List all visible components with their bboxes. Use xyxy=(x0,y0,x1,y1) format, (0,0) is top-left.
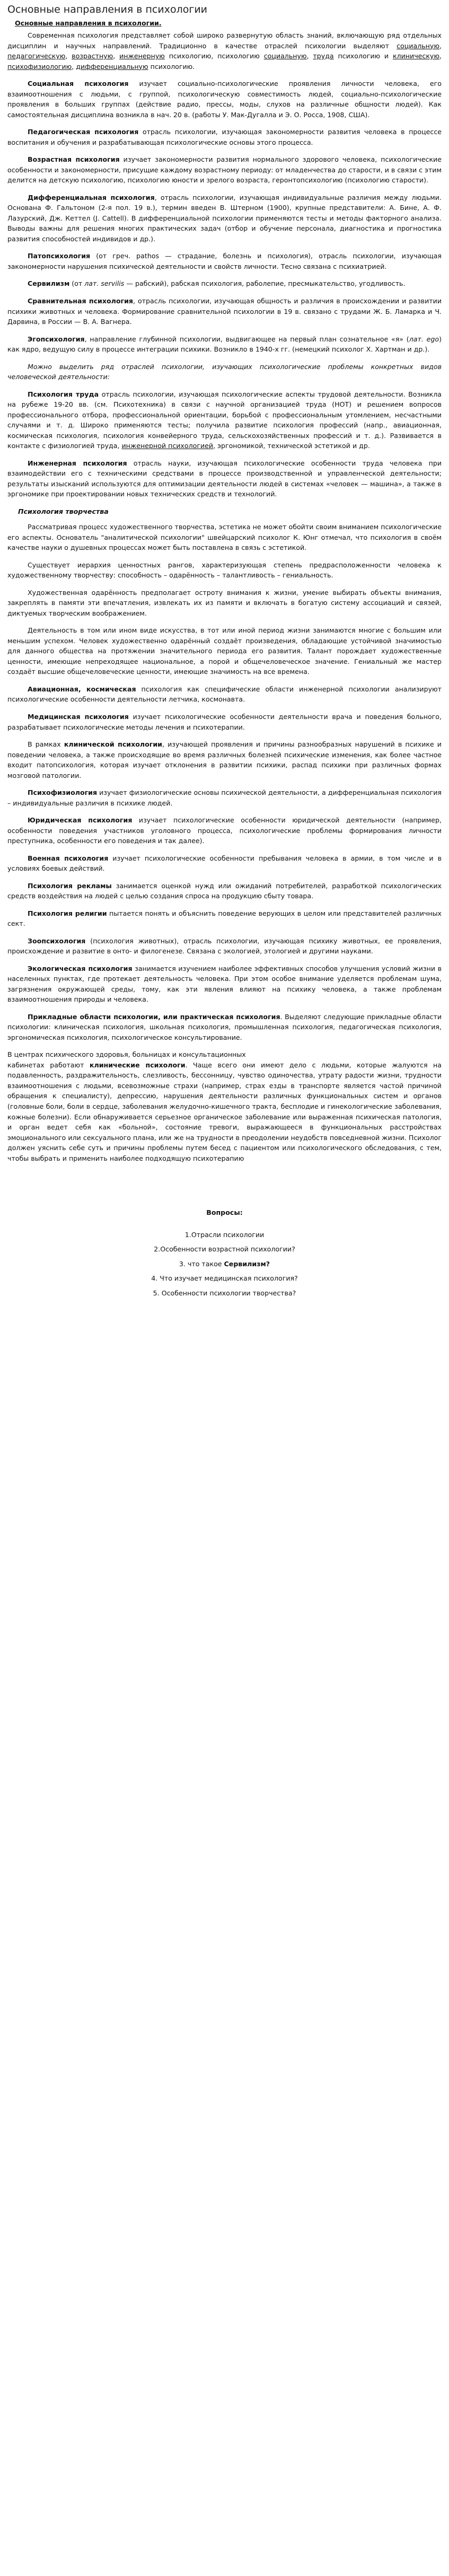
term-comparative: Сравнительная психология xyxy=(28,296,134,305)
term-patho: Патопсихология xyxy=(28,252,91,260)
term-psychophysiology: Психофизиология xyxy=(28,788,98,797)
art-paragraph-2: Существует иерархия ценностных рангов, характеризующая степень предрасположенности человека к художественному творчеству: способность – одарённость – талантливость – гениальность. xyxy=(7,560,442,580)
question-item: 4. Что изучает медицинская психология? xyxy=(151,1274,298,1283)
link-pedagogical[interactable]: педагогическую xyxy=(7,52,66,60)
military-paragraph: Военная психология изучает психологические особенности пребывания человека в армии, в том числе и в условиях боевых действий. xyxy=(7,854,442,873)
term-social: Социальная психология xyxy=(28,80,129,88)
zoo-paragraph: Зоопсихология (психология животных), отрасль психологии, изучающая психику животных, ее проявления, происхождение и развитие в онто- и филогенезе. Связана с экологией, этологией и другими науками. xyxy=(7,936,442,956)
medical-paragraph: Медицинская психология изучает психологические особенности деятельности врача и поведения больного, разрабатывает психологические методы лечения и психотерапии. xyxy=(7,713,442,731)
term-aviation: Авиационная, космическая xyxy=(28,685,136,693)
note-paragraph: Можно выделить ряд отраслей психологии, изучающих психологические проблемы конкретных видов человеческой деятельности: xyxy=(7,362,442,381)
page-title: Основные направления в психологии xyxy=(7,4,208,15)
art-paragraph-3: Художественная одарённость предполагает остроту внимания к жизни, умение выбирать объекты внимания, закреплять в памяти эти впечатления, извлекать их из памяти и включать в богатую систему ассоциаций и связей, диктуемых творческим воображением. xyxy=(7,588,442,617)
link-engineering[interactable]: инженерную xyxy=(119,52,165,60)
term-medical: Медицинская психология xyxy=(28,713,129,721)
centers-line: В центрах психического здоровья, больницах и консультационных xyxy=(7,1050,246,1059)
clinical-paragraph: В рамках клинической психологии, изучающей проявления и причины разнообразных нарушений в психике и поведении человека, а также происходящие во время различных болезней психические изменения, как более частное входит патопсихология, которая изучает отклонения в развитии психики, распад психики при различных формах мозговой патологии. xyxy=(7,740,442,779)
ego-paragraph: Эгопсихология, направление глубинной психологии, выдвигающее на первый план сознательное «я» (лат. ego) как ядро, ведущую силу в процессе интеграции психики. Возникло в 1940-х гг. (немецкий психолог Х. Хартман и др.). xyxy=(7,335,442,354)
section-subtitle: Основные направления в психологии. xyxy=(15,19,162,27)
term-differential: Дифференциальная психология xyxy=(28,193,155,201)
intro-paragraph: Современная психология представляет собой широко развернутую область знаний, включающую ряд отдельных дисциплин и научных направлений. Традиционно в качестве отраслей психологии выделяют социальную, педагогическую, возрастную, инженерную психологию, психологию социальную, труда психологию и клиническую, психофизиологию, дифференциальную психологию. xyxy=(7,31,442,71)
term-labor: Психология труда xyxy=(28,390,99,398)
term-ego: Эгопсихология xyxy=(28,335,85,343)
spacer xyxy=(7,1170,442,1207)
link-social[interactable]: социальную xyxy=(397,41,439,50)
term-ads: Психология рекламы xyxy=(28,881,112,890)
aviation-paragraph: Авиационная, космическая психология как специфические области инженерной психологии анализируют психологические особенности деятельности летчика, космонавта. xyxy=(7,685,442,704)
term-applied: Прикладные области психологии, или практическая психология xyxy=(28,1012,280,1021)
psychophysiology-paragraph: Психофизиология изучает физиологические основы психической деятельности, а дифференциальная психология – индивидуальные различия в психике людей. xyxy=(7,788,442,807)
term-engineering: Инженерная психология xyxy=(28,459,127,467)
centers-paragraph: кабинетах работают клинические психологи. Чаще всего они имеют дело с людьми, которые жалуются на подавленность, раздражительность, слезливость, бессонницу, чувство одиночества, утрату радости жизни, трудности взаимоотношения с людьми, всевозможные страхи (например, страх езды в транспорте является частой причиной обращения к специалисту), депрессию, нарушения деятельности различных функциональных систем и органов (головные боли, боли в сердце, заболевания желудочно-кишечного тракта, бесплодие и гинекологические заболевания, кожные болезни). Если обнаруживается серьезное органическое заболевание или выраженная психическая патология, и орган ведет себя как «больной», состояние тревоги, выражающееся в функциональных расстройствах эмоционального или сексуального плана, или же на трудности в преодолении неудобств повседневной жизни. Психолог должен уяснить себе суть и причины проблемы путем бесед с пациентом или психологического обследования, с тем, чтобы выбрать и применить наиболее подходящую психотерапию xyxy=(7,1061,442,1162)
patho-paragraph: Патопсихология (от греч. pathos — страдание, болезнь и психология), отрасль психологии, изучающая закономерности нарушения психической деятельности и свойств личности. Тесно связана с психиатрией. xyxy=(7,252,442,270)
question-item: 5. Особенности психологии творчества? xyxy=(153,1289,296,1297)
social-paragraph: Социальная психология изучает социально-психологические проявления личности человека, его взаимоотношения с людьми, с группой, психологическую совместимость людей, социально-психологические проявления в больших группах (действие радио, прессы, моды, слухов на различные общности людей). Как самостоятельная дисциплина возникла в нач. 20 в. (работы У. Мак-Дугалла и Э. О. Росса, 1908, США). xyxy=(7,80,442,119)
art-paragraph-4: Деятельность в том или ином виде искусства, в тот или иной период жизни занимаются многие с большим или меньшим успехом. Человек художественно одарённый создаёт произведения, обладающие устойчивой значимостью для данного общества на протяжении значительного периода его развития. Талант порождает художественные ценности, имеющие непреходящее национальное, а порой и общечеловеческое значение. Гениальный же мастер создаёт высшие общечеловеческие ценности, имеющие значимость на все времена. xyxy=(7,626,442,676)
link-differential[interactable]: дифференциальную xyxy=(76,62,148,71)
legal-paragraph: Юридическая психология изучает психологические особенности юридической деятельности (например, особенности поведения участников уголовного процесса, психологические проблемы формирования личности преступника, особенности его поведения и так далее). xyxy=(7,816,442,845)
term-servile: Сервилизм xyxy=(28,279,70,288)
link-psychophysiology[interactable]: психофизиологию xyxy=(7,62,72,71)
term-eco: Экологическая психология xyxy=(28,964,133,972)
art-heading: Психология творчества xyxy=(18,507,109,515)
religion-paragraph: Психология религии пытается понять и объяснить поведение верующих в целом или представителей различных сект. xyxy=(7,909,442,928)
term-developmental: Возрастная психология xyxy=(28,155,120,164)
term-clinical-psychologists: клинические психологи xyxy=(89,1061,186,1069)
questions-title: Вопросы: xyxy=(206,1208,243,1217)
term-zoo: Зоопсихология xyxy=(28,936,86,945)
link-developmental[interactable]: возрастную xyxy=(72,52,113,60)
link-labor[interactable]: труда xyxy=(313,52,334,60)
art-paragraph-1: Рассматривая процесс художественного творчества, эстетика не может обойти своим вниманием психологические его аспекты. Основатель "аналитической психологии" швейцарский психолог К. Юнг отмечал, что психология в своём качестве науки о душевных процессах может быть поставлена в связь с эстетикой. xyxy=(7,523,442,552)
comparative-paragraph: Сравнительная психология, отрасль психологии, изучающая общность и различия в происхождении и развитии психики животных и человека. Формирование сравнительной психологии в 19 в. связано с трудами Ж. Б. Ламарка и Ч. Дарвина, в России — В. А. Вагнера. xyxy=(7,296,442,326)
applied-paragraph: Прикладные области психологии, или практическая психология. Выделяют следующие прикладные области психологии: клиническая психология, школьная психология, промышленная психология, педагогическая психология, эргономическая психология, психологическое консультирование. xyxy=(7,1012,442,1041)
link-clinical[interactable]: клиническую xyxy=(392,52,439,60)
term-religion: Психология религии xyxy=(28,909,107,917)
term-military: Военная психология xyxy=(28,854,109,862)
labor-paragraph: Психология труда отрасль психологии, изучающая психологические аспекты трудовой деятельности. Возникла на рубеже 19-20 вв. (см. Психотехника) в связи с научной организацией труда (НОТ) и решением вопросов профессионального отбора, профессиональной ориентации, борьбой с профессиональным утомлением, несчастными случаями и т. д. Широко применяются тесты; получила развитие психология профессий (напр., авиационная, космическая психология, психология конвейерного труда, сельскохозяйственных профессий и т. д.). Развивается в контакте с физиологией труда, инженерной психологией, эргономикой, технической эстетикой и др. xyxy=(7,390,442,450)
term-pedagogical: Педагогическая психология xyxy=(28,128,139,136)
ads-paragraph: Психология рекламы занимается оценкой нужд или ожиданий потребителей, разработкой психологических средств воздействия на людей с целью создания спроса на продукцию сбыту товара. xyxy=(7,881,442,900)
link-social-2[interactable]: социальную xyxy=(263,52,307,60)
term-legal: Юридическая психология xyxy=(28,816,133,825)
term-clinical: клинической психологии xyxy=(64,740,162,749)
engineering-paragraph: Инженерная психология отрасль науки, изучающая психологические особенности труда человека при взаимодействии его с техническими средствами в процессе производственной и управленческой деятельности; результаты изысканий используются для оптимизации деятельности людей в системах «человек — машина», а также в эргономике при проектировании новых технических средств и технологий. xyxy=(7,459,442,498)
developmental-paragraph: Возрастная психология изучает закономерности развития нормального здорового человека, психологические особенности и закономерности, присущие каждому возрастному периоду: от младенчества до старости, и в связи с этим делится на детскую психологию, психологию юности и зрелого возраста, геронтопсихологию (психологию старости). xyxy=(7,155,442,185)
question-item: 1.Отрасли психологии xyxy=(184,1230,265,1239)
pedagogical-paragraph: Педагогическая психология отрасль психологии, изучающая закономерности развития человека в процессе воспитания и обучения и разрабатывающая психологические основы этого процесса. xyxy=(7,128,442,146)
question-item: 2.Особенности возрастной психологии? xyxy=(154,1245,295,1254)
question-item: 3. что такое Сервилизм? xyxy=(179,1259,270,1268)
servile-paragraph: Сервилизм (от лат. servilis — рабский), рабская психология, раболепие, пресмыкательство, угодливость. xyxy=(28,279,406,288)
eco-paragraph: Экологическая психология занимается изучением наиболее эффективных способов улучшения условий жизни в населенных пунктах, где протекает деятельность человека. При этом особое внимание уделяется проблемам шума, загрязнения окружающей среды, тому, как эти явления влияют на психику человека, а также проблемам взаимоотношения природы и человека. xyxy=(7,964,442,1004)
differential-paragraph: Дифференциальная психология, отрасль психологии, изучающая индивидуальные различия между людьми. Основана Ф. Гальтоном (2-я пол. 19 в.), термин введен В. Штерном (1900), крупные представители: А. Бине, А. Ф. Лазурский, Дж. Кеттел (J. Cattell). В дифференциальной психологии применяются тесты и методы факторного анализа. Выводы важны для решения многих практических задач (отбор и обучение персонала, диагностика и прогностика развития способностей индивидов и др.). xyxy=(7,193,442,243)
link-engineering-psychology[interactable]: инженерной психологией xyxy=(121,442,214,450)
questions-list xyxy=(7,1230,442,1299)
